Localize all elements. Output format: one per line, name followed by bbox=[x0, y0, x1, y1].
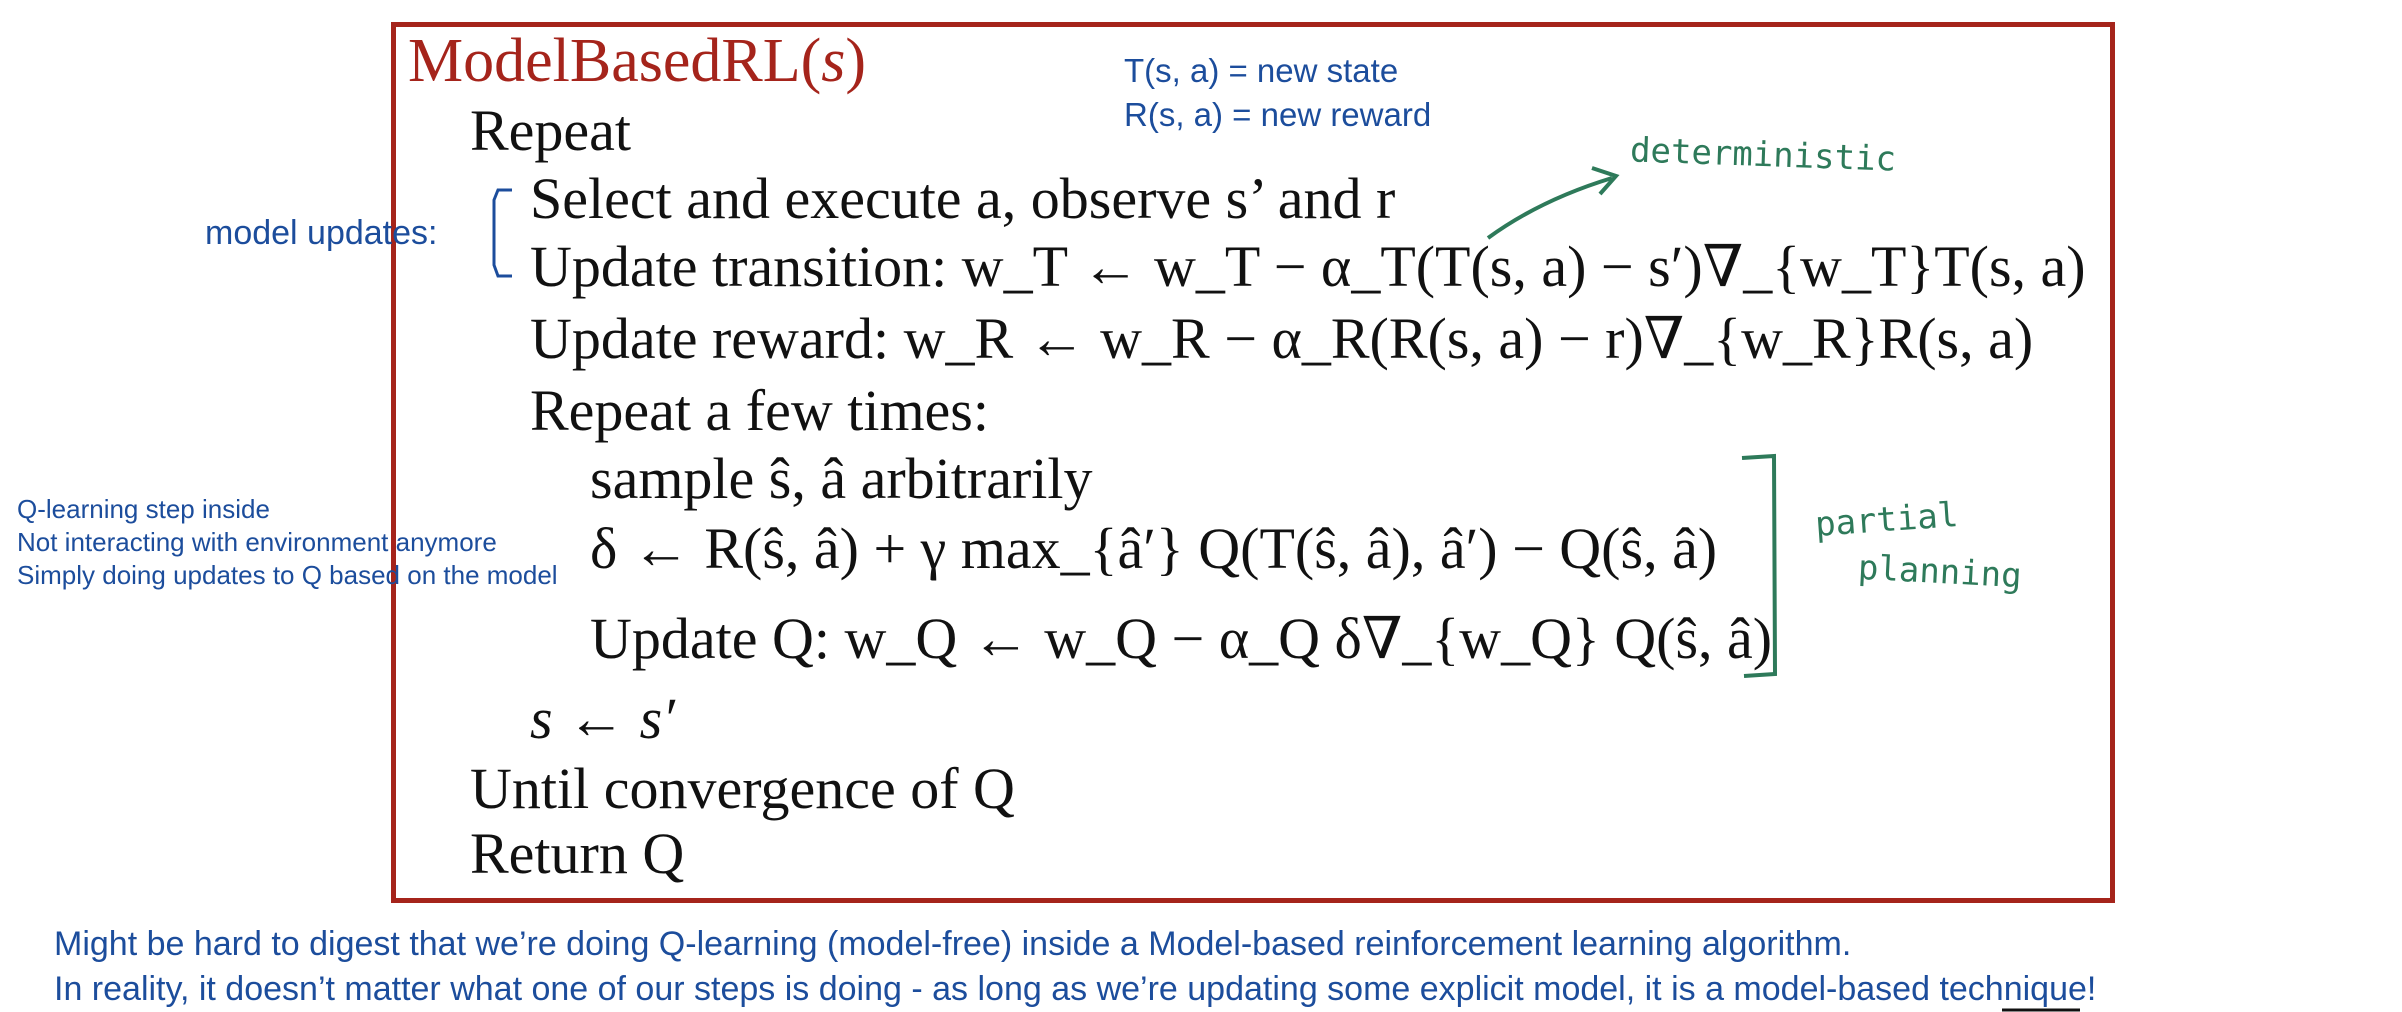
annotation-q-learning-3: Simply doing updates to Q based on the model bbox=[17, 560, 558, 590]
annotation-deterministic: deterministic bbox=[1629, 130, 1897, 180]
annotation-q-learning-1: Q-learning step inside bbox=[17, 494, 270, 524]
algorithm-title: ModelBasedRL(s) bbox=[408, 27, 867, 95]
line-s-assign: s ← s′ bbox=[530, 686, 675, 751]
annotation-bottom-1: Might be hard to digest that we’re doing Q-learning (model-free) inside a Model-based reinforcement learning algorithm. bbox=[54, 925, 1852, 963]
line-return: Return Q bbox=[470, 821, 685, 886]
line-repeat-few-times: Repeat a few times: bbox=[530, 378, 989, 443]
annotation-model-updates: model updates: bbox=[205, 214, 438, 252]
line-update-reward: Update reward: w_R ← w_R − α_R(R(s, a) − r)∇_{w_R}R(s, a) bbox=[530, 306, 2034, 371]
annotation-q-learning-2: Not interacting with environment anymore bbox=[17, 527, 497, 557]
line-delta: δ ← R(ŝ, â) + γ max_{â′} Q(T(ŝ, â), â′) − Q(ŝ, â) bbox=[590, 516, 1718, 581]
line-repeat: Repeat bbox=[470, 98, 632, 163]
line-update-transition: Update transition: w_T ← w_T − α_T(T(s, a) − s′)∇_{w_T}T(s, a) bbox=[530, 234, 2086, 299]
annotation-bottom-2: In reality, it doesn’t matter what one of our steps is doing - as long as we’re updating some explicit model, it is a model-based technique! bbox=[54, 970, 2097, 1008]
annotation-partial: partial bbox=[1813, 495, 1960, 545]
annotation-r-definition: R(s, a) = new reward bbox=[1124, 96, 1432, 133]
line-sample: sample ŝ, â arbitrarily bbox=[590, 446, 1093, 511]
line-select-execute: Select and execute a, observe s’ and r bbox=[530, 166, 1396, 231]
annotation-planning: planning bbox=[1857, 547, 2023, 597]
annotation-t-definition: T(s, a) = new state bbox=[1124, 52, 1399, 89]
line-until-convergence: Until convergence of Q bbox=[470, 756, 1015, 821]
line-update-q: Update Q: w_Q ← w_Q − α_Q δ∇_{w_Q} Q(ŝ, â) bbox=[590, 606, 1773, 671]
